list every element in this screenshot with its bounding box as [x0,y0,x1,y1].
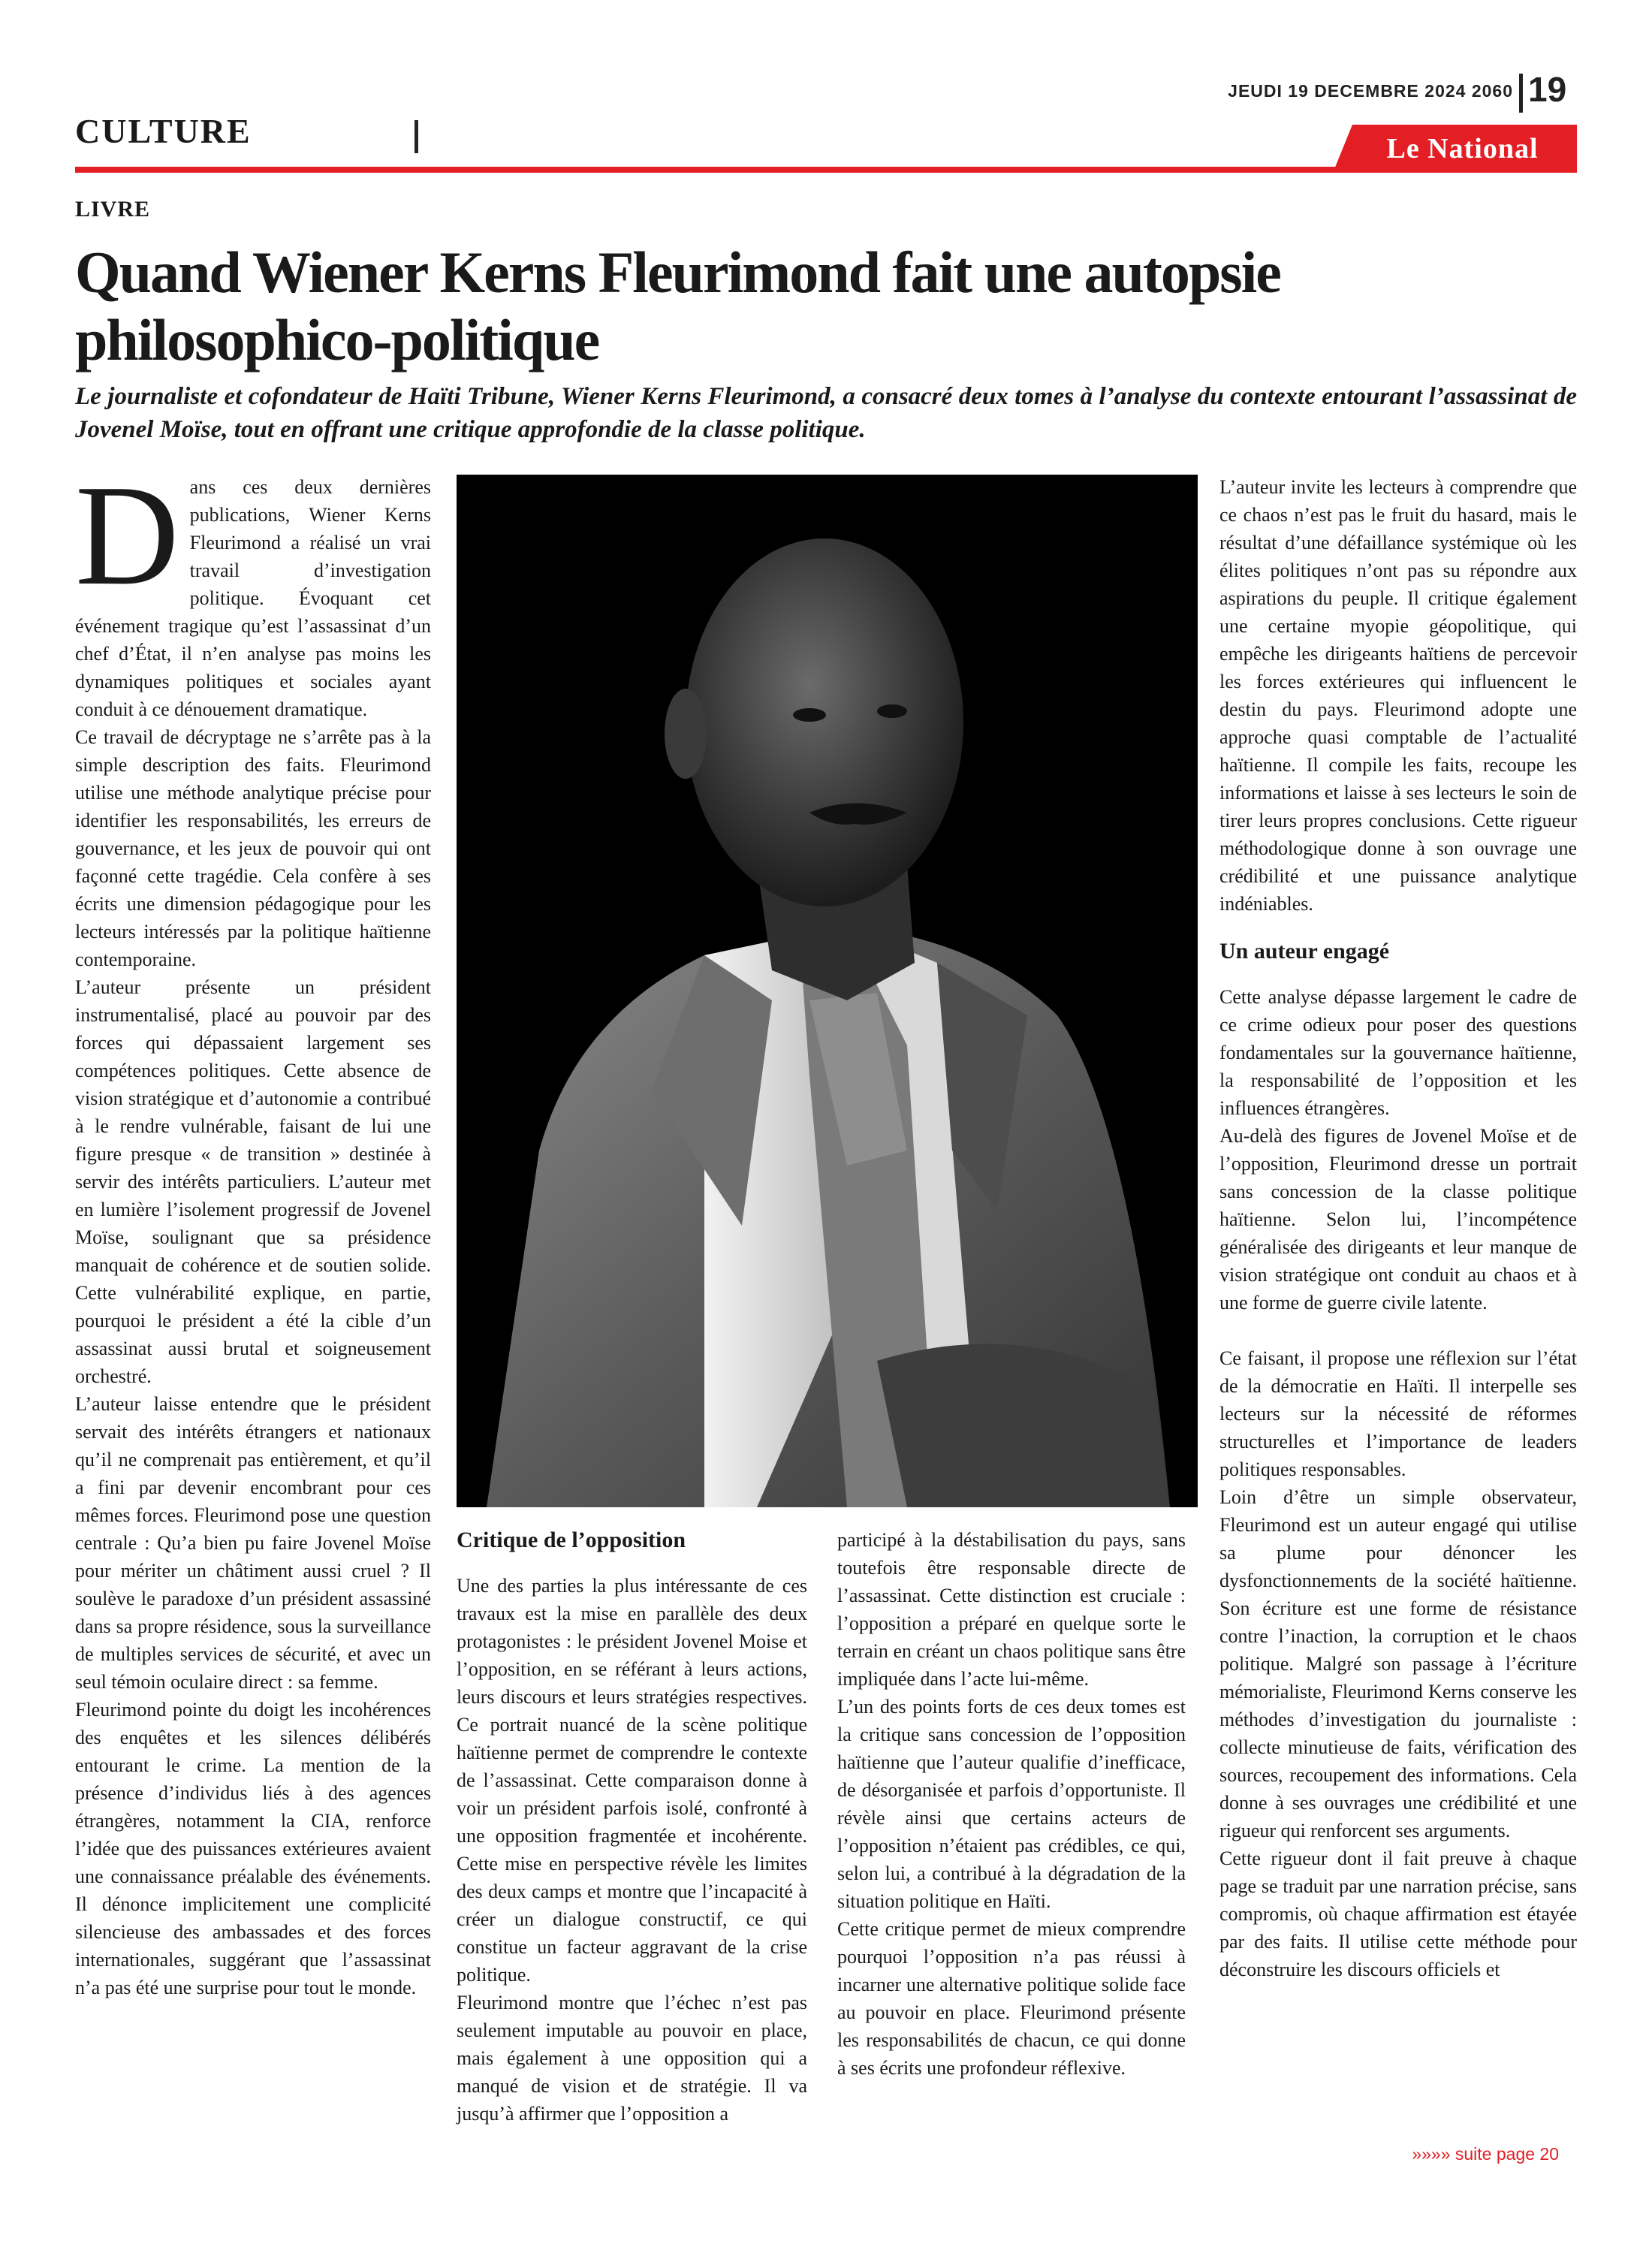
brand-logo: Le National [1386,133,1539,164]
issue-date: JEUDI 19 DECEMBRE 2024 2060 [1228,81,1513,101]
article-column-2 [457,1526,807,2128]
paragraph: Ce travail de décryptage ne s’arrête pas à la simple description des faits. Fleurimond utilise une méthode analytique précise pour identifier les responsabilités, les erreurs de gouvernance, et les jeux de pouvoir qui ont façonné cette tragédie. Cela confère à ses écrits une dimension pédagogique pour les lecteurs intéressés par la politique haïtienne contemporaine. [75,726,431,970]
section-title: CULTURE [75,112,252,150]
paragraph: L’auteur laisse entendre que le président servait des intérêts étrangers et nationaux qu’il ne comprenait pas entièrement, et qu’il a fini par devenir encombrant pour ces mêmes forces. Fleurimond pose une question centrale : Qu’a bien pu faire Jovenel Moïse pour mériter un châtiment aussi cruel ? Il soulève le paradoxe d’un président assassiné dans sa propre résidence, sous la surveillance de multiples services de sécurité, et avec un seul témoin oculaire direct : sa femme. [75,1393,431,1693]
header-divider [1519,74,1523,113]
paragraph-gap [1219,1317,1577,1344]
article-column-3 [837,1526,1186,2082]
paragraph: Cette analyse dépasse largement le cadre de ce crime odieux pour poser des questions fondamentales sur la gouvernance haïtienne, la responsabilité de l’opposition et les influences étrangères. [1219,986,1577,1119]
continued-on-page: »»»» suite page 20 [1412,2144,1559,2164]
paragraph: Une des parties la plus intéressante de ces travaux est la mise en parallèle des deux protagonistes : le président Jovenel Moise et l’opposition, en se référant à leurs actions, leurs discours et leurs stratégies respectives. Ce portrait nuancé de la scène politique haïtienne permet de comprendre le contexte de l’assassinat. Cette comparaison donne à voir un président parfois isolé, confronté à une opposition fragmentée et incohérente. Cette mise en perspective révèle les limites des deux camps et montre que l’incapacité à créer un dialogue constructif, ce qui constitue un facteur aggravant de la crise politique. [457,1575,807,1986]
paragraph: Loin d’être un simple observateur, Fleurimond est un auteur engagé qui utilise sa plume pour dénoncer les dysfonctionnements de la société haïtienne. Son écriture est une forme de résistance contre l’inaction, la corruption et le chaos politique. Malgré son passage à l’écriture mémorialiste, Fleurimond Kerns conserve les méthodes d’investigation du journaliste : collecte minutieuse de faits, vérification des sources, recoupement des informations. Cela donne à ses ouvrages une crédibilité et une rigueur qui renforcent ses arguments. [1219,1486,1577,1841]
paragraph: L’auteur invite les lecteurs à comprendre que ce chaos n’est pas le fruit du hasard, mais le résultat d’une défaillance systémique où les élites politiques n’ont pas su répondre aux aspirations du peuple. Il critique également une certaine myopie géopolitique, qui empêche les dirigeants haïtiens de percevoir les forces extérieures qui influencent le destin du pays. Fleurimond adopte une approche quasi comptable de l’actualité haïtienne. Il compile les faits, recoupe les informations et laisse à ses lecteurs le soin de tirer leurs propres conclusions. Cette rigueur méthodologique donne à son ouvrage une crédibilité et une puissance analytique indéniables. [1219,476,1577,915]
paragraph: L’auteur présente un président instrumentalisé, placé au pouvoir par des forces qui dépassaient largement ses compétences politiques. Cette absence de vision stratégique et d’autonomie a contribué à le rendre vulnérable, faisant de lui une figure presque « de transition » destinée à servir des intérêts particuliers. L’auteur met en lumière l’isolement progressif de Jovenel Moïse, soulignant que sa présidence manquait de cohérence et de soutien solide. Cette vulnérabilité explique, en partie, pourquoi le président a été la cible d’un assassinat aussi brutal et soigneusement orchestré. [75,976,431,1387]
article-column-4 [1219,473,1577,1983]
paragraph: Ce faisant, il propose une réflexion sur l’état de la démocratie en Haïti. Il interpelle ses lecteurs sur la nécessité de réformes structurelles et l’importance de leaders politiques responsables. [1219,1347,1577,1480]
paragraph: Fleurimond pointe du doigt les incohérences des enquêtes et les silences délibérés entourant le crime. La mention de la présence d’individus liés à des agences étrangères, notamment la CIA, renforce l’idée que des puissances extérieures avaient une connaissance préalable des événements. Il dénonce implicitement une complicité silencieuse des ambassades et des forces internationales, suggérant que l’assassinat n’a pas été une surprise pour tout le monde. [75,1699,431,1998]
paragraph: L’un des points forts de ces deux tomes est la critique sans concession de l’opposition haïtienne que l’auteur qualifie d’inefficace, de désorganisée et parfois d’opportuniste. Il révèle ainsi que certains acteurs de l’opposition n’étaient pas crédibles, ce qui, selon lui, a contribué à la dégradation de la situation politique en Haïti. [837,1696,1186,1912]
paragraph: Fleurimond montre que l’échec n’est pas seulement imputable au pouvoir en place, mais également à une opposition qui a manqué de vision et de stratégie. Il va jusqu’à affirmer que l’opposition a [457,1992,807,2125]
paragraph: ans ces deux dernières publications, Wiener Kerns Fleurimond a réalisé un vrai travail d’investigation politique. Évoquant cet événement tragique qu’est l’assassinat d’un chef d’État, il n’en analyse pas moins les dynamiques politiques et sociales ayant conduit à ce dénouement dramatique. [75,476,431,720]
article-headline: Quand Wiener Kerns Fleurimond fait une autopsie philosophico-politique [75,240,1280,372]
paragraph: Au-delà des figures de Jovenel Moïse et de l’opposition, Fleurimond dresse un portrait sans concession de la classe politique haïtienne. Selon lui, l’incompétence généralisée des dirigeants et leur manque de vision stratégique ont conduit au chaos et à une forme de guerre civile latente. [1219,1125,1577,1313]
section-divider [415,120,418,153]
paragraph: Cette rigueur dont il fait preuve à chaque page se traduit par une narration précise, sans compromis, où chaque affirmation est étayée par des faits. Il utilise cette méthode pour déconstruire les discours officiels et [1219,1847,1577,1980]
paragraph: participé à la déstabilisation du pays, sans toutefois être responsable directe de l’assassinat. Cette distinction est cruciale : l’opposition a préparé en quelque sorte le terrain en créant un chaos politique sans être impliquée dans l’acte lui-même. [837,1529,1186,1690]
author-photo [457,475,1198,1507]
subheading-engaged-author: Un auteur engagé [1219,939,1390,964]
paragraph: Cette critique permet de mieux comprendre pourquoi l’opposition n’a pas réussi à incarner une alternative politique solide face au pouvoir en place. Fleurimond présente les responsabilités de chacun, ce qui donne à ses écrits une profondeur réflexive. [837,1918,1186,2079]
drop-cap: D [75,455,179,615]
article-column-1 [75,455,431,2125]
portrait-illustration [457,475,1198,1507]
page-number: 19 [1528,70,1567,109]
subheading-opposition: Critique de l’opposition [457,1528,686,1552]
article-kicker: LIVRE [75,197,151,222]
article-deck: Le journaliste et cofondateur de Haïti Tribune, Wiener Kerns Fleurimond, a consacré deux tomes à l’analyse du contexte entourant l’assassinat de Jovenel Moïse, tout en offrant une critique approfondie de la classe politique. [75,383,1577,443]
